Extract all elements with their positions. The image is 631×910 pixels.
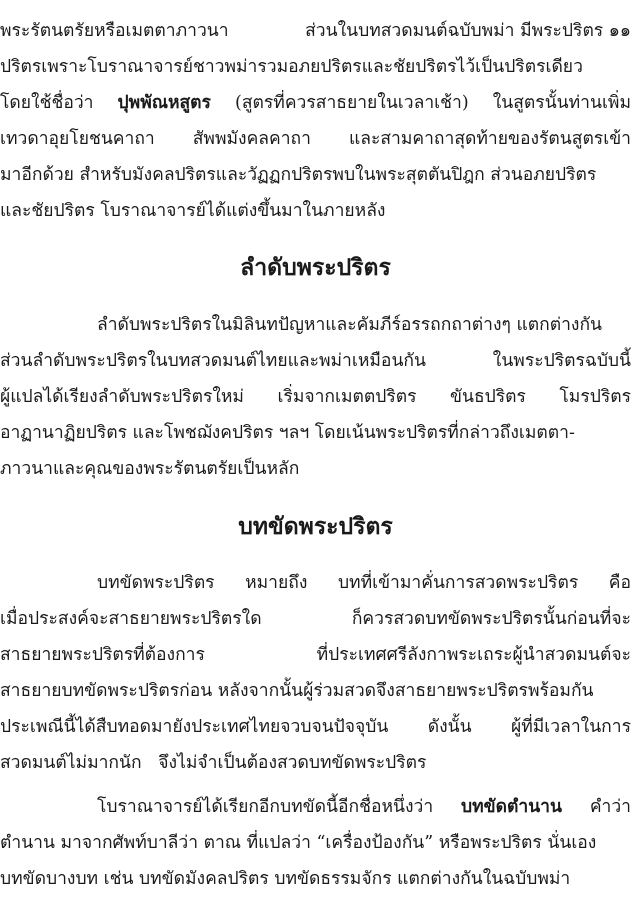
text-span: โมรปริตร [559, 387, 631, 407]
text-span: และชัยปริตร โบราณาจารย์ได้แต่งขึ้นมาในภายหลัง [0, 201, 386, 221]
text-line [0, 748, 631, 778]
text-span: ผู้ที่มีเวลาในการ [510, 717, 631, 737]
text-span: ส่วนในบทสวดมนต์ฉบับพม่า มีพระปริตร ๑๑ [305, 21, 631, 41]
text-line [0, 418, 631, 448]
text-span: พระรัตนตรัยหรือเมตตาภาวนา [0, 21, 229, 41]
text-line [0, 196, 631, 226]
text-span: สาธยายบทขัดพระปริตรก่อน หลังจากนั้นผู้ร่วมสวดจึงสาธยายพระปริตรพร้อมกัน [0, 681, 594, 701]
text-line [0, 454, 631, 484]
text-span: คำว่า [589, 797, 631, 817]
text-line [0, 676, 631, 706]
text-span: คือ [608, 573, 631, 593]
text-span: โดยใช้ชื่อว่า [0, 93, 94, 113]
text-line [0, 640, 631, 670]
text-line [0, 124, 631, 154]
text-span: จึงไม่จำเป็นต้องสวดบทขัดพระปริตร [158, 753, 427, 773]
bold-term: ปุพพัณหสูตร [117, 93, 211, 113]
text-span: ส่วนลำดับพระปริตรในบทสวดมนต์ไทยและพม่าเหมือนกัน [0, 351, 426, 371]
text-span: ในพระปริตรฉบับนี้ [492, 351, 631, 371]
text-line [0, 864, 631, 894]
text-span: สาธยายพระปริตรที่ต้องการ [0, 645, 205, 665]
text-span: สวดมนต์ไม่มากนัก [0, 753, 142, 773]
text-line [0, 568, 631, 598]
text-span: เริ่มจากเมตตปริตร [277, 387, 417, 407]
text-line [0, 52, 631, 82]
text-span: บทขัดบางบท เช่น บทขัดมังคลปริตร บทขัดธรรมจักร แตกต่างกันในฉบับพม่า [0, 869, 571, 889]
text-span: อาฏานาฏิยปริตร และโพชฌังคปริตร ฯลฯ โดยเน้นพระปริตรที่กล่าวถึงเมตตา- [0, 423, 575, 443]
text-span: ผู้แปลได้เรียงลำดับพระปริตรใหม่ [0, 387, 244, 407]
text-span: ที่ประเทศศรีลังกาพระเถระผู้นำสวดมนต์จะ [316, 645, 631, 665]
text-span: บทที่เข้ามาคั่นการสวดพระปริตร [337, 573, 579, 593]
text-span: (สูตรที่ควรสาธยายในเวลาเช้า) [235, 93, 469, 113]
text-line [0, 88, 631, 118]
text-span: และสามคาถาสุดท้ายของรัตนสูตรเข้า [348, 129, 631, 149]
text-span: ปริตรเพราะโบราณาจารย์ชาวพม่ารวมอภยปริตรและชัยปริตรไว้เป็นปริตรเดียว [0, 57, 583, 77]
text-line [0, 16, 631, 46]
text-span: เทวดาอุยโยชนคาถา [0, 129, 155, 149]
text-span: โบราณาจารย์ได้เรียกอีกบทขัดนี้อีกชื่อหนึ่งว่า [97, 797, 434, 817]
text-span: ดังนั้น [427, 717, 472, 737]
bold-term: บทขัดตำนาน [461, 797, 562, 817]
section-heading: ลำดับพระปริตร [240, 254, 391, 281]
text-line [0, 346, 631, 376]
text-span: บทขัดพระปริตร [97, 573, 215, 593]
text-line [0, 310, 631, 340]
text-span: ประเพณีนี้ได้สืบทอดมายังประเทศไทยจวบจนปัจจุบัน [0, 717, 389, 737]
text-line [0, 604, 631, 634]
text-span: ลำดับพระปริตรในมิลินทปัญหาและคัมภีร์อรรถกถาต่างๆ แตกต่างกัน [97, 315, 603, 335]
text-span: มาอีกด้วย สำหรับมังคลปริตรและวัฏฏกปริตรพบในพระสุตตันปิฎก ส่วนอภยปริตร [0, 165, 597, 185]
text-line [0, 160, 631, 190]
text-span: ในสูตรนั้นท่านเพิ่ม [492, 93, 631, 113]
text-line [0, 382, 631, 412]
text-span: สัพพมังคลคาถา [192, 129, 311, 149]
text-span: ก็ควรสวดบทขัดพระปริตรนั้นก่อนที่จะ [351, 609, 631, 629]
text-span: ภาวนาและคุณของพระรัตนตรัยเป็นหลัก [0, 459, 300, 479]
section-heading: บทขัดพระปริตร [238, 513, 393, 540]
text-line [0, 792, 631, 822]
text-span: ตำนาน มาจากศัพท์บาลีว่า ตาณ ที่แปลว่า “เครื่องป้องกัน” หรือพระปริตร นั่นเอง [0, 833, 597, 853]
text-span: ขันธปริตร [450, 387, 526, 407]
text-span: หมายถึง [245, 573, 308, 593]
text-span: เมื่อประสงค์จะสาธยายพระปริตรใด [0, 609, 262, 629]
text-line [0, 828, 631, 858]
text-line [0, 712, 631, 742]
